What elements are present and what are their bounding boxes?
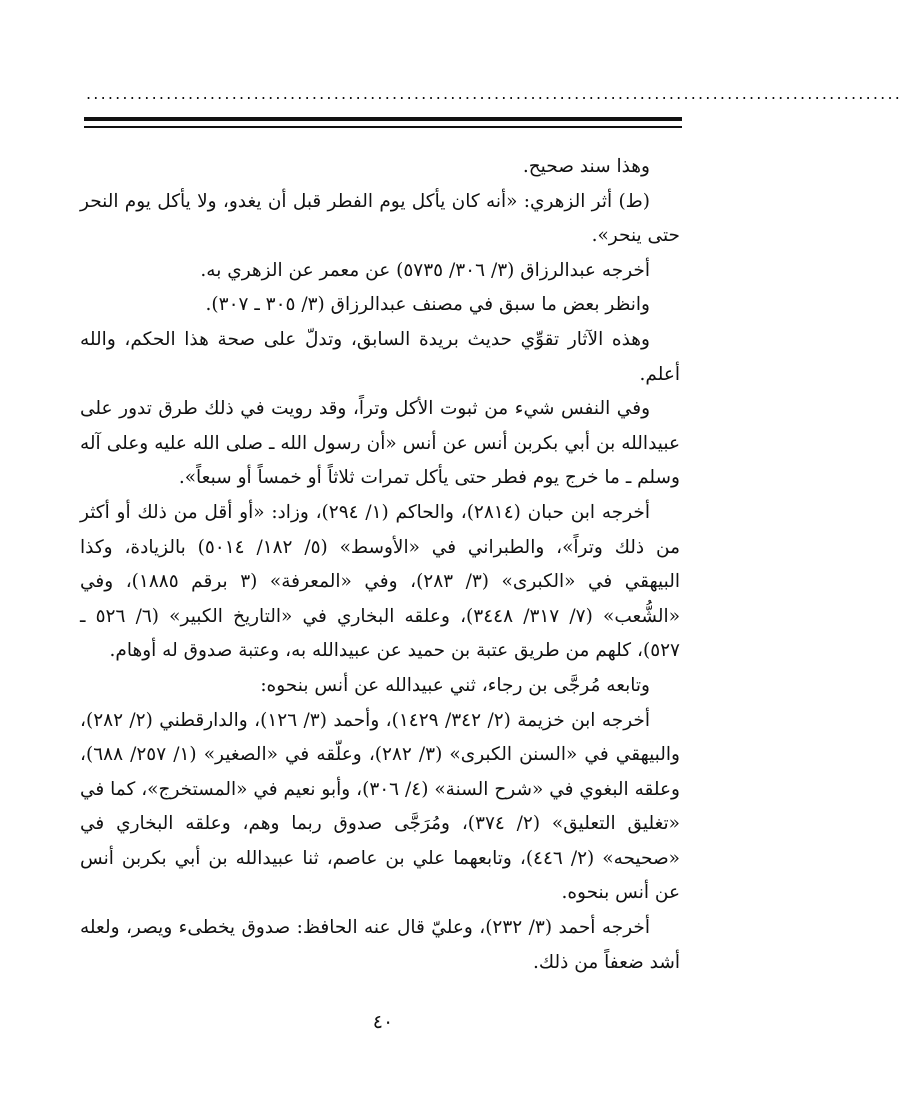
header-dotted-line: ................................................................................................................ — [86, 84, 902, 103]
paragraph: (ط) أثر الزهري: «أنه كان يأكل يوم الفطر قبل أن يغدو، ولا يأكل يوم النحر حتى ينحر». — [80, 190, 680, 247]
paragraph: أخرجه ابن حبان (٢٨١٤)، والحاكم (١/ ٢٩٤)، وزاد: «أو أقل من ذلك أو أكثر من ذلك وتراً»، والطبراني في «الأوسط» (٥/ ١٨٢/ ٥٠١٤) بالزيادة، وكذا البيهقي في «الكبرى» (٣/ ٢٨٣)، وفي «المعرفة» (٣ برقم ١٨٨٥)، وفي «الشُّعب» (٧/ ٣١٧/ ٣٤٤٨)، وعلقه البخاري في «التاريخ الكبير» (٦/ ٥٢٦ ـ ٥٢٧)، كلهم من طريق عتبة بن حميد عن عبيدالله به، وعتبة صدوق له أوهام. — [80, 501, 681, 662]
paragraph: أخرجه أحمد (٣/ ٢٣٢)، وعليّ قال عنه الحافظ: صدوق يخطىء ويصر، ولعله أشد ضعفاً من ذلك. — [80, 917, 680, 973]
header-rule-thin — [84, 126, 682, 128]
header-rule-thick — [84, 117, 682, 121]
page-number: ٤٠ — [372, 1011, 394, 1033]
paragraph: أخرجه ابن خزيمة (٢/ ٣٤٢/ ١٤٢٩)، وأحمد (٣/ ١٢٦)، والدارقطني (٢/ ٢٨٢)، والبيهقي في «السنن الكبرى» (٣/ ٢٨٢)، وعلّقه في «الصغير» (١/ ٢٥٧/ ٦٨٨)، وعلقه البغوي في «شرح السنة» (٤/ ٣٠٦)، وأبو نعيم في «المستخرج»، كما في «تغليق التعليق» (٢/ ٣٧٤)، ومُرَجَّى صدوق ربما وهم، وعلقه البخاري في «صحيحه» (٢/ ٤٤٦)، وتابعهما علي بن عاصم، ثنا عبيدالله بن أبي بكربن أنس عن أنس بنحوه. — [80, 709, 680, 904]
paragraph: أخرجه عبدالرزاق (٣/ ٣٠٦/ ٥٧٣٥) عن معمر عن الزهري به. — [200, 259, 650, 281]
paragraph: وتابعه مُرجَّى بن رجاء، ثني عبيدالله عن أنس بنحوه: — [260, 674, 650, 696]
paragraph: وهذا سند صحيح. — [522, 156, 650, 177]
page-body — [80, 150, 680, 980]
paragraph: وهذه الآثار تقوِّي حديث بريدة السابق، وتدلّ على صحة هذا الحكم، والله أعلم. — [80, 328, 680, 385]
paragraph: وانظر بعض ما سبق في مصنف عبدالرزاق (٣/ ٣٠٥ ـ ٣٠٧). — [205, 294, 650, 316]
paragraph: وفي النفس شيء من ثبوت الأكل وتراً، وقد رويت في ذلك طرق تدور على عبيدالله بن أبي بكربن أنس عن أنس «أن رسول الله ـ صلى الله عليه وعلى آله وسلم ـ ما خرج يوم فطر حتى يأكل تمرات ثلاثاً أو خمساً أو سبعاً». — [80, 398, 680, 489]
